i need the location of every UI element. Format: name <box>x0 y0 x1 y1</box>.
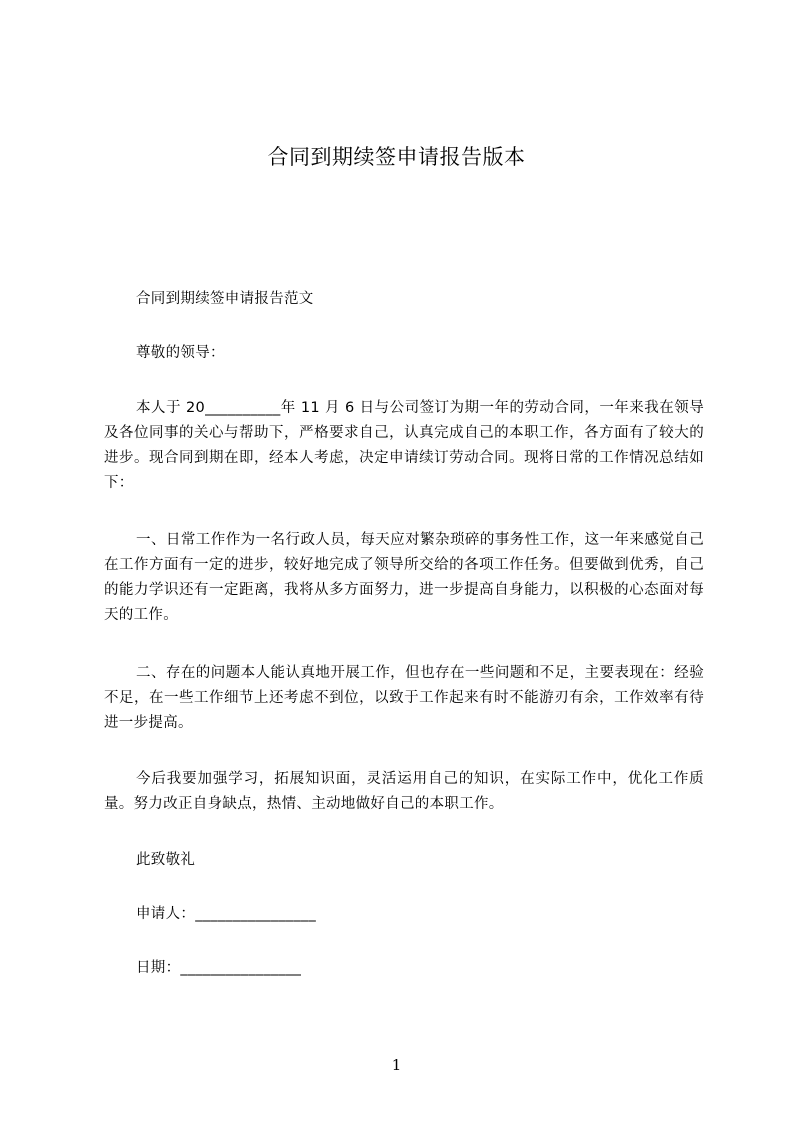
paragraph-daily-work: 一、日常工作作为一名行政人员，每天应对繁杂琐碎的事务性工作，这一年来感觉自己在工作方面有一定的进步，较好地完成了领导所交给的各项工作任务。但要做到优秀，自己的能力学识还有一定距离，我将从多方面努力，进一步提高自身能力，以积极的心态面对每天的工作。 <box>104 532 704 623</box>
page-number: 1 <box>391 1056 402 1074</box>
salutation: 尊敬的领导： <box>136 345 225 361</box>
applicant-signature-line: 申请人：________________ <box>136 906 316 922</box>
date-line: 日期：________________ <box>136 960 302 976</box>
paragraph-future-plan: 今后我要加强学习，拓展知识面，灵活运用自己的知识，在实际工作中，优化工作质量。努力改正自身缺点，热情、主动地做好自己的本职工作。 <box>104 771 704 812</box>
document-subtitle: 合同到期续签申请报告范文 <box>136 291 314 307</box>
closing-line: 此致敬礼 <box>136 852 196 868</box>
paragraph-problems: 二、存在的问题本人能认真地开展工作，但也存在一些问题和不足，主要表现在：经验不足，在一些工作细节上还考虑不到位，以致于工作起来有时不能游刃有余，工作效率有待进一步提高。 <box>104 665 704 731</box>
document-title: 合同到期续签申请报告版本 <box>267 145 526 169</box>
paragraph-intro: 本人于 20__________年 11 月 6 日与公司签订为期一年的劳动合同，一年来我在领导及各位同事的关心与帮助下，严格要求自己，认真完成自己的本职工作，各方面有了较大的进步。现合同到期在即，经本人考虑，决定申请续订劳动合同。现将日常的工作情况总结如下： <box>104 400 704 491</box>
